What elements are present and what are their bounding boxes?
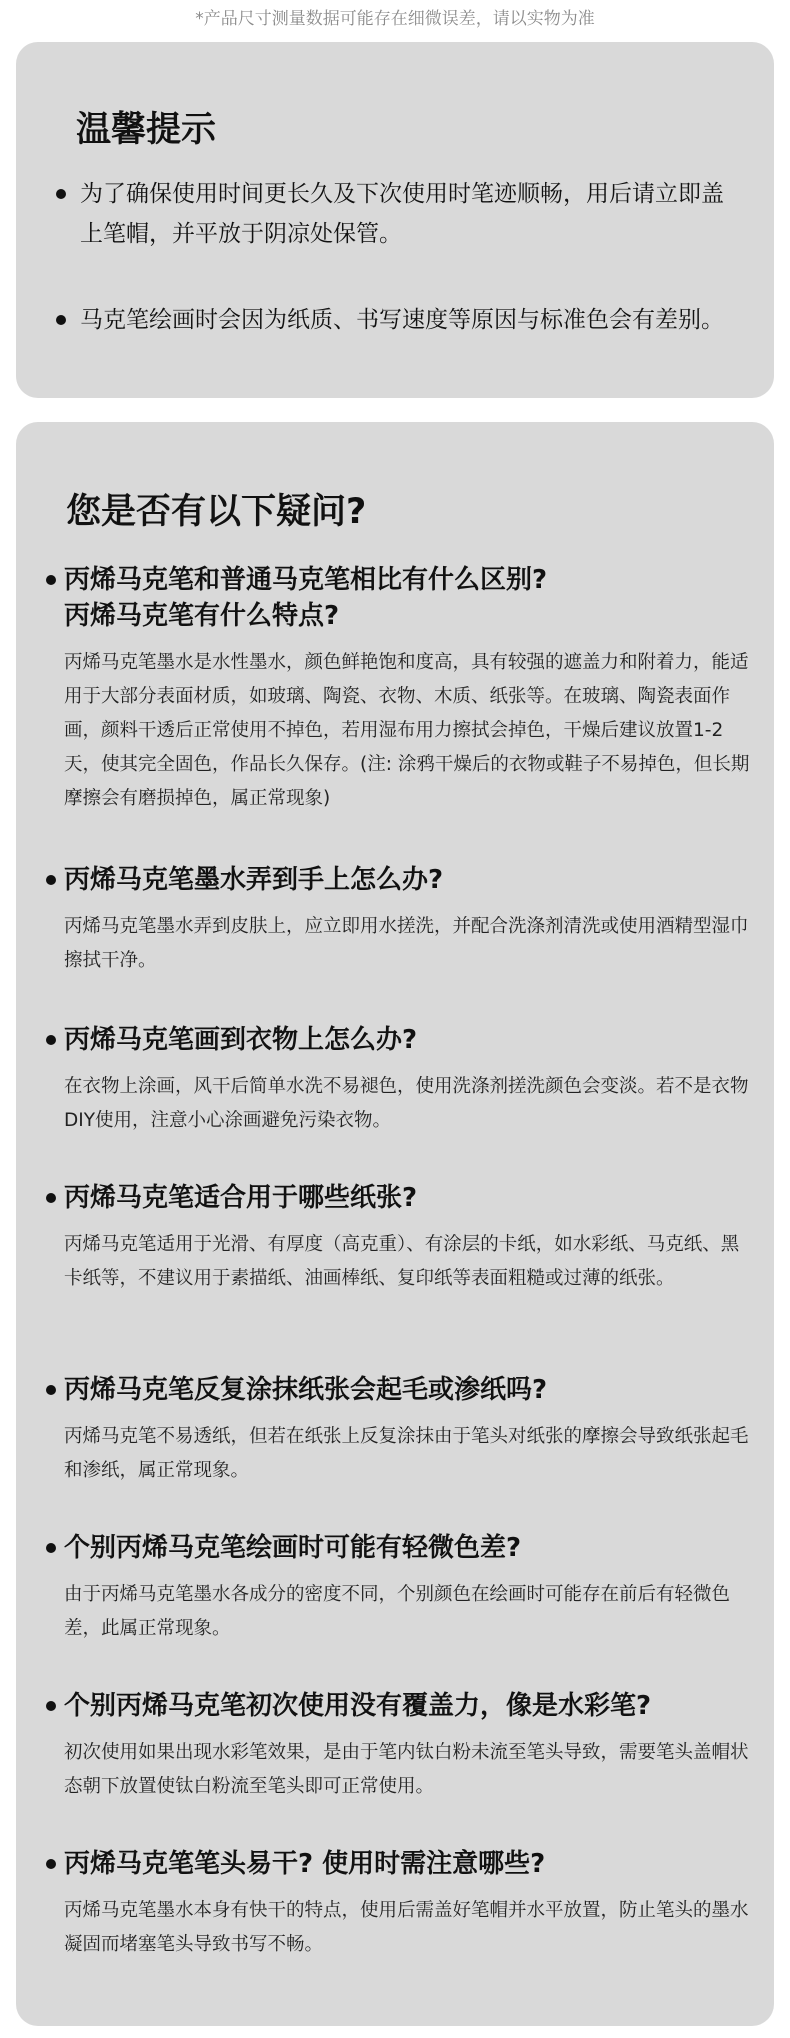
faq-question-text: 丙烯马克笔画到衣物上怎么办? <box>64 1025 418 1055</box>
tip-text: 为了确保使用时间更长久及下次使用时笔迹顺畅，用后请立即盖上笔帽，并平放于阴凉处保管。 <box>80 181 724 247</box>
faq-question <box>46 862 756 898</box>
bullet-dot-icon <box>46 575 56 585</box>
faq-question-text: 丙烯马克笔反复涂抹纸张会起毛或渗纸吗? <box>64 1375 548 1405</box>
faq-question <box>46 1372 756 1408</box>
bullet-dot-icon <box>46 1701 56 1711</box>
faq-card <box>16 422 774 2026</box>
faq-answer: 丙烯马克笔墨水本身有快干的特点，使用后需盖好笔帽并水平放置，防止笔头的墨水凝固而堵塞笔头导致书写不畅。 <box>64 1900 749 1955</box>
faq-answer: 在衣物上涂画，风干后简单水洗不易褪色，使用洗涤剂搓洗颜色会变淡。若不是衣物DIY使用，注意小心涂画避免污染衣物。 <box>64 1076 749 1131</box>
faq-question-text: 个别丙烯马克笔初次使用没有覆盖力，像是水彩笔? <box>64 1691 652 1721</box>
faq-answer: 初次使用如果出现水彩笔效果，是由于笔内钛白粉未流至笔头导致，需要笔头盖帽状态朝下放置使钛白粉流至笔头即可正常使用。 <box>64 1742 749 1797</box>
bullet-dot-icon <box>46 1543 56 1553</box>
faq-answer: 丙烯马克笔墨水是水性墨水，颜色鲜艳饱和度高，具有较强的遮盖力和附着力，能适用于大部分表面材质，如玻璃、陶瓷、衣物、木质、纸张等。在玻璃、陶瓷表面作画，颜料干透后正常使用不掉色，若用湿布用力擦拭会掉色，干燥后建议放置1-2天，使其完全固色，作品长久保存。(注: 涂鸦干燥后的衣物或鞋子不易掉色，但长期摩擦会有磨损掉色，属正常现象) <box>64 652 750 809</box>
bullet-dot-icon <box>56 189 66 199</box>
faq-item <box>46 1846 756 1962</box>
tips-title: 温馨提示 <box>76 110 217 150</box>
faq-item <box>46 1022 756 1138</box>
faq-title: 您是否有以下疑问? <box>66 492 367 532</box>
bullet-dot-icon <box>46 875 56 885</box>
bullet-dot-icon <box>56 315 66 325</box>
tips-card <box>16 42 774 398</box>
faq-question <box>46 1180 756 1216</box>
tip-text: 马克笔绘画时会因为纸质、书写速度等原因与标准色会有差别。 <box>80 307 724 333</box>
faq-item <box>46 1688 756 1804</box>
bullet-dot-icon <box>46 1385 56 1395</box>
faq-question-text: 个别丙烯马克笔绘画时可能有轻微色差? <box>64 1533 522 1563</box>
bullet-dot-icon <box>46 1859 56 1869</box>
faq-item <box>46 562 756 816</box>
bullet-dot-icon <box>46 1035 56 1045</box>
faq-question-text: 丙烯马克笔适合用于哪些纸张? <box>64 1183 418 1213</box>
disclaimer-note: *产品尺寸测量数据可能存在细微误差，请以实物为准 <box>195 9 595 29</box>
faq-question <box>46 1022 756 1058</box>
faq-item <box>46 1372 756 1488</box>
faq-item <box>46 1530 756 1646</box>
faq-question-text: 丙烯马克笔和普通马克笔相比有什么区别? 丙烯马克笔有什么特点? <box>64 565 548 631</box>
faq-answer: 丙烯马克笔适用于光滑、有厚度（高克重）、有涂层的卡纸，如水彩纸、马克纸、黑卡纸等，不建议用于素描纸、油画棒纸、复印纸等表面粗糙或过薄的纸张。 <box>64 1234 740 1289</box>
faq-question <box>46 1530 756 1566</box>
faq-answer: 由于丙烯马克笔墨水各成分的密度不同，个别颜色在绘画时可能存在前后有轻微色差，此属正常现象。 <box>64 1584 731 1639</box>
faq-question-text: 丙烯马克笔笔头易干? 使用时需注意哪些? <box>64 1849 546 1879</box>
faq-question-text: 丙烯马克笔墨水弄到手上怎么办? <box>64 865 444 895</box>
faq-question <box>46 1688 756 1724</box>
tip-item <box>56 174 746 254</box>
tip-item <box>56 300 746 340</box>
bullet-dot-icon <box>46 1193 56 1203</box>
faq-question <box>46 562 756 634</box>
faq-answer: 丙烯马克笔墨水弄到皮肤上，应立即用水搓洗，并配合洗涤剂清洗或使用酒精型湿巾擦拭干净。 <box>64 916 749 971</box>
faq-item <box>46 1180 756 1296</box>
faq-item <box>46 862 756 978</box>
faq-question <box>46 1846 756 1882</box>
faq-answer: 丙烯马克笔不易透纸，但若在纸张上反复涂抹由于笔头对纸张的摩擦会导致纸张起毛和渗纸，属正常现象。 <box>64 1426 749 1481</box>
